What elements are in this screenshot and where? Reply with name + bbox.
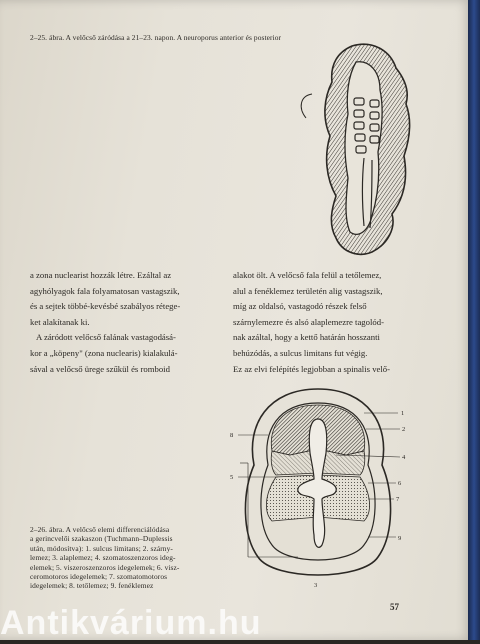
watermark-text: Antikvárium.hu <box>0 604 262 642</box>
text-line: szárnylemezre és alsó alaplemezre tagolód- <box>233 316 384 327</box>
neural-tube-diagram <box>218 385 418 590</box>
text-line: alakot ölt. A velőcső fala felül a tetőlemez, <box>233 270 382 280</box>
text-line: kor a „köpeny" (zona nuclearis) kialakulá- <box>30 347 178 358</box>
book-spine <box>468 0 480 640</box>
text-column-left <box>30 268 212 377</box>
diagram-label: 6 <box>398 480 402 487</box>
text-line: behúzódás, a sulcus limitans fut végig. <box>233 347 368 358</box>
text-line: A záródott velőcső falának vastagodásá- <box>36 332 176 343</box>
text-line: ket alakítanak ki. <box>30 316 90 327</box>
page-number: 57 <box>390 602 399 612</box>
text-line: agyhólyagok fala folyamatosan vastagszik, <box>30 285 180 296</box>
text-line: Ez az elvi felépítés legjobban a spinalis velő- <box>233 363 391 374</box>
caption-line: 2–26. ábra. A velőcső elemi differenciálódása <box>30 525 170 534</box>
caption-line: ceromotoros idegelemek; 7. szomatomotoros <box>30 572 168 582</box>
diagram-label: 9 <box>398 535 402 542</box>
text-line: és a sejtek többé-kevésbé szabályos rétege- <box>30 301 181 312</box>
text-line: míg az oldalsó, vastagodó részek felső <box>233 301 367 312</box>
caption-line: a gerincvelői szakaszon (Tuchmann–Duplessis <box>30 534 173 544</box>
text-column-right <box>233 268 413 377</box>
caption-line: lemez; 3. alaplemez; 4. szomatoszenzoros ideg- <box>30 553 176 563</box>
figure-caption-bottom <box>30 525 212 591</box>
text-line: nak azáltal, hogy a kettő határán hosszanti <box>233 332 380 343</box>
text-line: a zona nuclearist hozzák létre. Ezáltal az <box>30 270 172 280</box>
diagram-label: 3 <box>314 582 318 589</box>
diagram-label: 1 <box>401 410 405 417</box>
text-line: sával a velőcső ürege szűkül és romboid <box>30 363 170 374</box>
figure-caption-top: 2–25. ábra. A velőcső záródása a 21–23. napon. A neuroporus anterior és posterior <box>30 33 282 42</box>
diagram-label: 8 <box>230 432 234 439</box>
caption-line: idegelemek; 8. tetőlemez; 9. fenéklemez <box>30 581 154 591</box>
embryo-illustration <box>292 38 432 263</box>
diagram-label: 7 <box>396 496 400 503</box>
diagram-label: 4 <box>402 454 406 461</box>
text-line: alul a fenéklemez területén alig vastagszik, <box>233 285 383 296</box>
diagram-label: 5 <box>230 474 234 481</box>
caption-line: elemek; 5. viszeroszenzoros idegelemek; 6. visz- <box>30 562 180 572</box>
diagram-label: 2 <box>402 426 406 433</box>
caption-line: után, módosítva): 1. sulcus limitans; 2. szárny- <box>30 543 173 553</box>
